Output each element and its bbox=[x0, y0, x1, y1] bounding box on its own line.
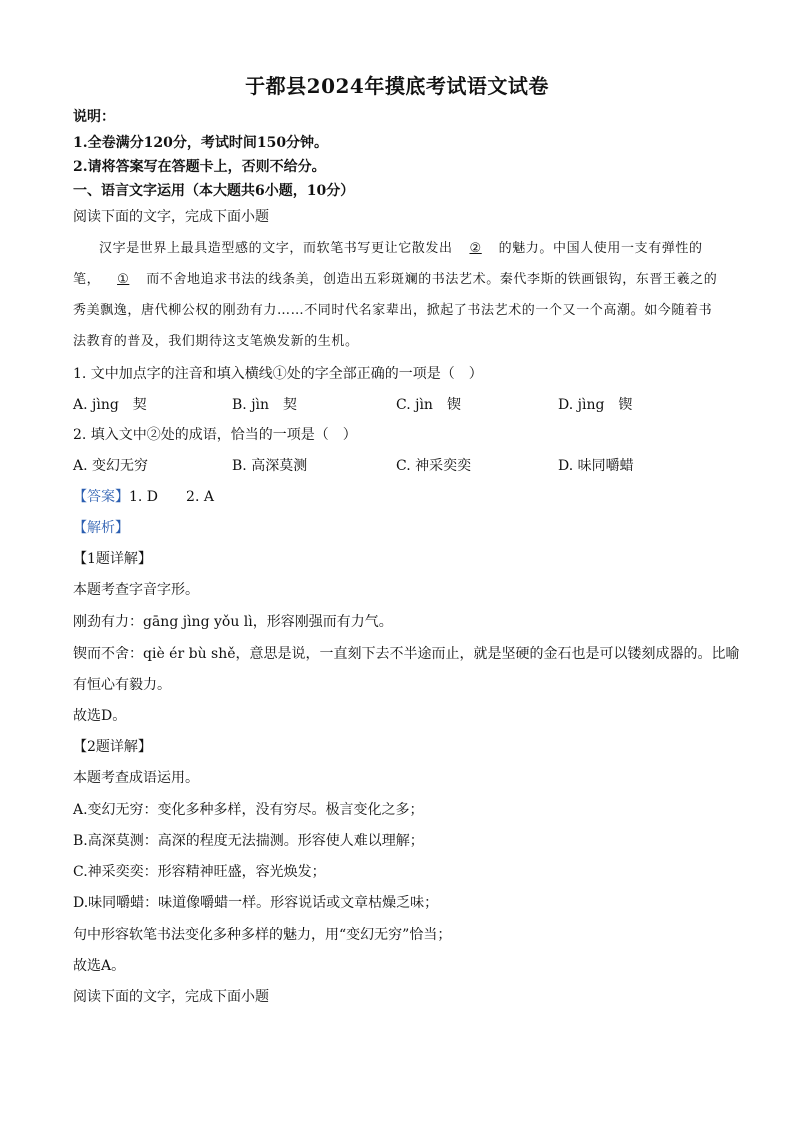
section-heading: 一、语言文字运用（本大题共6小题，10分） bbox=[73, 183, 355, 199]
passage-text: 而不舍地追求书法的线条美，创造出五彩斑斓的书法艺术。秦代李斯的铁画银钩，东晋王羲之的秀美飘逸，唐代柳公权的刚劲有力……不同时代名家辈出，掀起了书法艺术的一个又一个高潮。如今随着书法教育的普及，我们期待这支笔焕发新的生机。 bbox=[73, 272, 718, 349]
answer-line bbox=[73, 487, 214, 507]
detail-2-heading: 【2题详解】 bbox=[73, 739, 152, 755]
detail-2-line: 本题考查成语运用。 bbox=[73, 770, 199, 786]
detail-2-line: B.高深莫测：高深的程度无法揣测。形容使人难以理解； bbox=[73, 833, 424, 849]
detail-1-line: 故选D。 bbox=[73, 708, 127, 724]
q2-option-c: C. 神采奕奕 bbox=[396, 458, 472, 474]
answer-text: 1. D 2. A bbox=[129, 489, 214, 505]
passage-text: 的魅力。中国人使用一支有弹性的笔， bbox=[73, 241, 703, 287]
detail-2-line: A.变幻无穷：变化多种多样，没有穷尽。极言变化之多； bbox=[73, 802, 424, 818]
q2-option-b: B. 高深莫测 bbox=[232, 458, 308, 474]
passage-text: 汉字是世界上最具造型感的文字，而软笔书写更让它散发出 bbox=[99, 241, 453, 256]
detail-1-line: 有恒心有毅力。 bbox=[73, 677, 171, 693]
q1-option-b: B. jìn 契 bbox=[232, 397, 298, 413]
notes-heading: 说明： bbox=[73, 109, 115, 125]
detail-2-line: 句中形容软笔书法变化多种多样的魅力，用“变幻无穷”恰当； bbox=[73, 927, 452, 943]
q2-option-d: D. 味同嚼蜡 bbox=[558, 458, 634, 474]
notes-item-2: 2.请将答案写在答题卡上，否则不给分。 bbox=[73, 159, 326, 175]
question-2-stem: 2. 填入文中②处的成语，恰当的一项是（ ） bbox=[73, 427, 357, 443]
reading-instruction: 阅读下面的文字，完成下面小题 bbox=[73, 209, 269, 225]
q1-option-c: C. jìn 锲 bbox=[396, 397, 461, 413]
detail-2-line: D.味同嚼蜡：味道像嚼蜡一样。形容说话或文章枯燥乏味； bbox=[73, 895, 439, 911]
q1-option-a: A. jìng 契 bbox=[73, 397, 147, 413]
detail-1-line: 本题考查字音字形。 bbox=[73, 582, 199, 598]
q1-option-d: D. jìng 锲 bbox=[558, 397, 633, 413]
blank-1: ① bbox=[117, 272, 130, 287]
question-1-stem: 1. 文中加点字的注音和填入横线①处的字全部正确的一项是（ ） bbox=[73, 366, 483, 382]
q2-option-a: A. 变幻无穷 bbox=[73, 458, 149, 474]
notes-item-1: 1.全卷满分120分，考试时间150分钟。 bbox=[73, 135, 329, 151]
detail-1-heading: 【1题详解】 bbox=[73, 551, 152, 567]
blank-2: ② bbox=[469, 241, 482, 256]
page-title: 于都县2024年摸底考试语文试卷 bbox=[245, 74, 549, 98]
reading-passage bbox=[73, 233, 721, 357]
detail-2-line: 故选A。 bbox=[73, 958, 126, 974]
detail-1-line: 锲而不舍：qiè ér bù shě，意思是说，一直刻下去不半途而止，就是坚硬的金石也是可以镂刻成器的。比喻 bbox=[73, 646, 740, 662]
answer-tag: 【答案】 bbox=[73, 489, 129, 505]
detail-2-line: C.神采奕奕：形容精神旺盛，容光焕发； bbox=[73, 864, 326, 880]
analysis-tag: 【解析】 bbox=[73, 520, 129, 536]
detail-1-line: 刚劲有力：gāng jìng yǒu lì，形容刚强而有力气。 bbox=[73, 614, 393, 630]
reading-instruction-next: 阅读下面的文字，完成下面小题 bbox=[73, 989, 269, 1005]
